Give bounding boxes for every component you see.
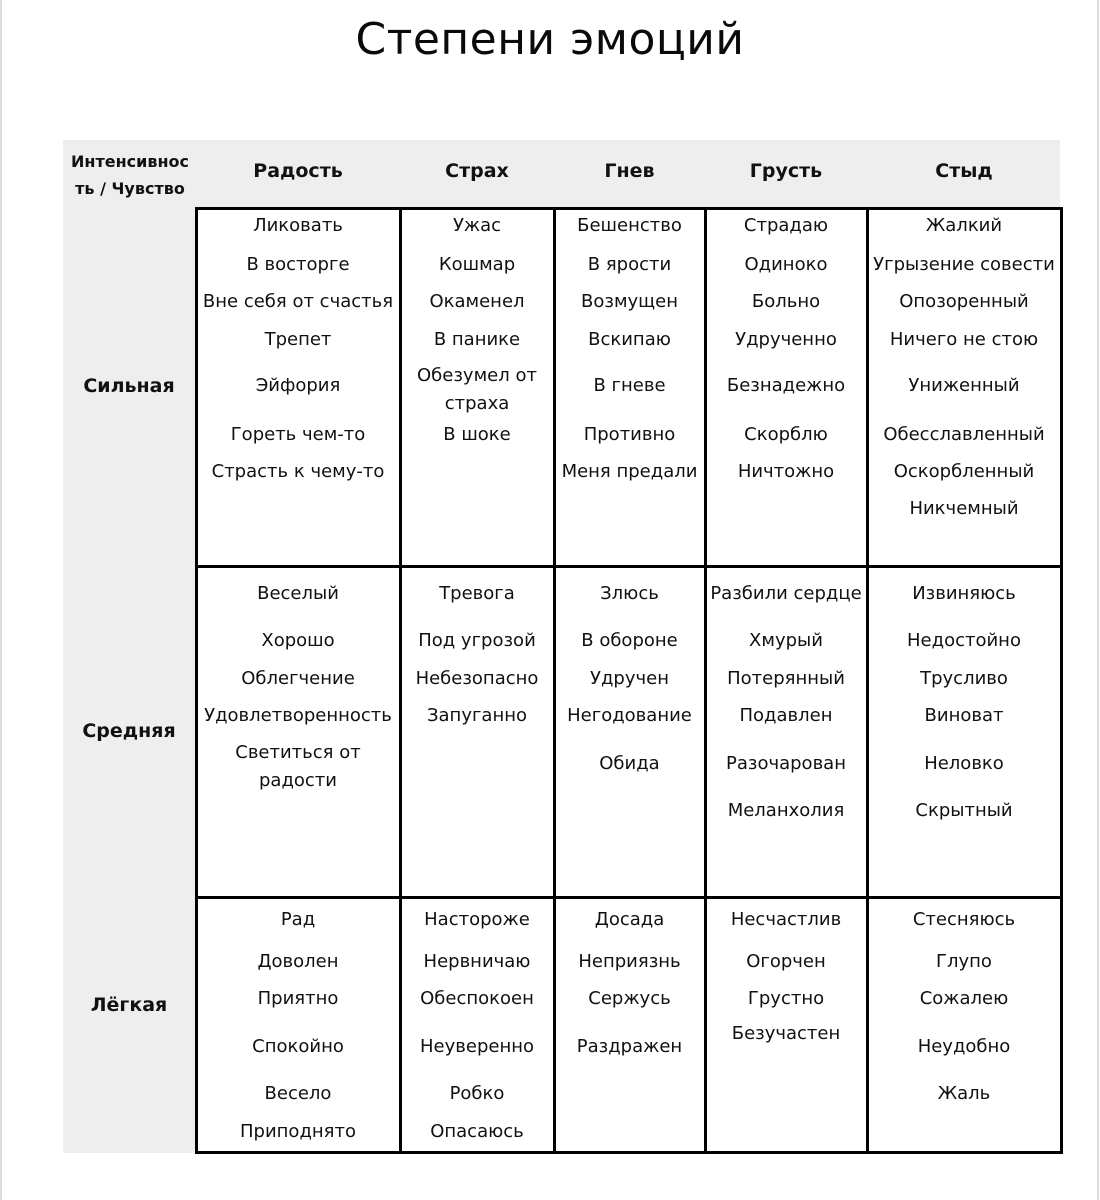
emotion-word: Меня предали bbox=[561, 461, 698, 482]
page-title: Степени эмоций bbox=[355, 14, 745, 65]
emotion-word: Опасаюсь bbox=[430, 1121, 524, 1142]
emotion-word: Сержусь bbox=[588, 988, 671, 1009]
emotion-word: Негодование bbox=[567, 705, 692, 726]
emotion-word: Ликовать bbox=[253, 215, 343, 236]
emotion-word: Жаль bbox=[937, 1083, 991, 1104]
emotion-word: Разбили сердце bbox=[710, 583, 862, 604]
emotion-word: В ярости bbox=[587, 254, 672, 275]
emotion-word: Меланхолия bbox=[727, 800, 845, 821]
emotion-word: Доволен bbox=[257, 951, 339, 972]
emotion-word: Страдаю bbox=[743, 215, 829, 236]
column-header-2: Страх bbox=[445, 160, 509, 182]
grid-line-vertical bbox=[553, 207, 556, 1154]
emotion-word: Робко bbox=[449, 1083, 505, 1104]
emotion-word: Хмурый bbox=[749, 630, 823, 651]
emotion-word: Светиться от радости bbox=[235, 742, 361, 791]
emotion-word: Рад bbox=[280, 909, 316, 930]
column-header-4: Грусть bbox=[749, 160, 823, 182]
emotion-word: Небезопасно bbox=[415, 668, 539, 689]
emotion-word: Страсть к чему-то bbox=[211, 461, 385, 482]
emotion-word: Виноват bbox=[924, 705, 1004, 726]
emotion-word: Подавлен bbox=[739, 705, 833, 726]
emotion-word: Разочарован bbox=[726, 753, 846, 774]
emotion-word: Веселый bbox=[257, 583, 339, 604]
grid-line-horizontal bbox=[195, 207, 1061, 210]
emotion-word: Возмущен bbox=[581, 291, 678, 312]
emotion-word: Неприязнь bbox=[578, 951, 681, 972]
emotion-word: Ужас bbox=[452, 215, 502, 236]
row-label-2: Средняя bbox=[82, 720, 176, 742]
emotion-word: Кошмар bbox=[438, 254, 516, 275]
emotion-word: В восторге bbox=[246, 254, 350, 275]
emotion-word: Настороже bbox=[424, 909, 530, 930]
emotion-word: Приподнято bbox=[240, 1121, 356, 1142]
grid-line-vertical bbox=[195, 207, 198, 1154]
emotion-word: В гневе bbox=[593, 375, 666, 396]
emotion-word: Эйфория bbox=[255, 375, 341, 396]
emotion-word: Одиноко bbox=[744, 254, 828, 275]
grid-line-vertical bbox=[399, 207, 402, 1154]
left-edge-line bbox=[0, 0, 2, 1200]
emotion-word: Глупо bbox=[936, 951, 992, 972]
grid-line-vertical bbox=[704, 207, 707, 1154]
emotion-word: Ничего не стою bbox=[889, 329, 1039, 350]
emotion-word: Неудобно bbox=[917, 1036, 1011, 1057]
grid-line-vertical bbox=[1060, 207, 1063, 1154]
emotion-word: Скрытный bbox=[915, 800, 1013, 821]
column-header-5: Стыд bbox=[935, 160, 993, 182]
grid-line-horizontal bbox=[195, 1151, 1061, 1154]
emotion-word: Больно bbox=[751, 291, 821, 312]
emotion-word: Безнадежно bbox=[726, 375, 846, 396]
emotion-word: Спокойно bbox=[252, 1036, 344, 1057]
emotion-word: В обороне bbox=[581, 630, 678, 651]
emotion-word: Нервничаю bbox=[423, 951, 531, 972]
emotion-word: Скорблю bbox=[744, 424, 828, 445]
emotion-word: Удрученно bbox=[735, 329, 837, 350]
column-header-3: Гнев bbox=[604, 160, 655, 182]
emotion-word: Хорошо bbox=[261, 630, 335, 651]
corner-label: Интенсивнос ть / Чувство bbox=[71, 152, 189, 198]
emotion-word: В шоке bbox=[443, 424, 511, 445]
emotion-word: Обесславленный bbox=[883, 424, 1045, 445]
emotion-word: Бешенство bbox=[577, 215, 682, 236]
emotion-word: Ничтожно bbox=[737, 461, 835, 482]
emotion-word: Опозоренный bbox=[899, 291, 1029, 312]
row-label-1: Сильная bbox=[83, 375, 175, 397]
emotion-word: Оскорбленный bbox=[893, 461, 1035, 482]
column-header-1: Радость bbox=[253, 160, 343, 182]
emotion-word: Потерянный bbox=[727, 668, 845, 689]
emotion-word: Тревога bbox=[439, 583, 515, 604]
emotion-word: Стесняюсь bbox=[912, 909, 1016, 930]
emotion-word: Угрызение совести bbox=[873, 254, 1055, 275]
emotion-word: Вскипаю bbox=[588, 329, 671, 350]
emotion-word: Удовлетворенность bbox=[204, 705, 392, 726]
emotion-word: Несчастлив bbox=[730, 909, 842, 930]
emotion-word: Безучастен bbox=[731, 1023, 841, 1044]
emotion-word: Униженный bbox=[908, 375, 1020, 396]
emotion-word: Гореть чем-то bbox=[230, 424, 366, 445]
emotion-word: Сожалею bbox=[919, 988, 1009, 1009]
emotion-word: Под угрозой bbox=[418, 630, 536, 651]
emotion-word: Никчемный bbox=[909, 498, 1019, 519]
emotion-word: Трепет bbox=[264, 329, 332, 350]
emotion-word: Противно bbox=[583, 424, 676, 445]
emotion-word: Обеспокоен bbox=[420, 988, 534, 1009]
emotion-word: Жалкий bbox=[925, 215, 1003, 236]
emotion-word: Злюсь bbox=[600, 583, 659, 604]
emotion-word: Огорчен bbox=[746, 951, 826, 972]
emotion-word: Весело bbox=[264, 1083, 332, 1104]
emotion-word: Неуверенно bbox=[420, 1036, 534, 1057]
grid-line-horizontal bbox=[195, 565, 1061, 568]
emotion-word: Раздражен bbox=[576, 1036, 683, 1057]
emotion-word: Грустно bbox=[747, 988, 825, 1009]
emotion-word: Недостойно bbox=[907, 630, 1021, 651]
emotion-word: Окаменел bbox=[429, 291, 525, 312]
emotion-word: Запуганно bbox=[426, 705, 528, 726]
emotion-word: Приятно bbox=[257, 988, 339, 1009]
emotion-word: В панике bbox=[433, 329, 521, 350]
emotion-word: Неловко bbox=[924, 753, 1004, 774]
emotion-word: Удручен bbox=[590, 668, 669, 689]
emotion-word: Обида bbox=[599, 753, 660, 774]
grid-line-vertical bbox=[866, 207, 869, 1154]
emotion-word: Досада bbox=[594, 909, 665, 930]
right-edge-line bbox=[1097, 0, 1099, 1200]
emotion-word: Облегчение bbox=[241, 668, 355, 689]
emotion-word: Трусливо bbox=[920, 668, 1008, 689]
grid-line-horizontal bbox=[195, 896, 1061, 899]
emotion-word: Извиняюсь bbox=[912, 583, 1016, 604]
emotion-word: Вне себя от счастья bbox=[202, 291, 394, 312]
emotion-word: Обезумел от страха bbox=[417, 365, 537, 414]
row-label-3: Лёгкая bbox=[90, 994, 168, 1016]
